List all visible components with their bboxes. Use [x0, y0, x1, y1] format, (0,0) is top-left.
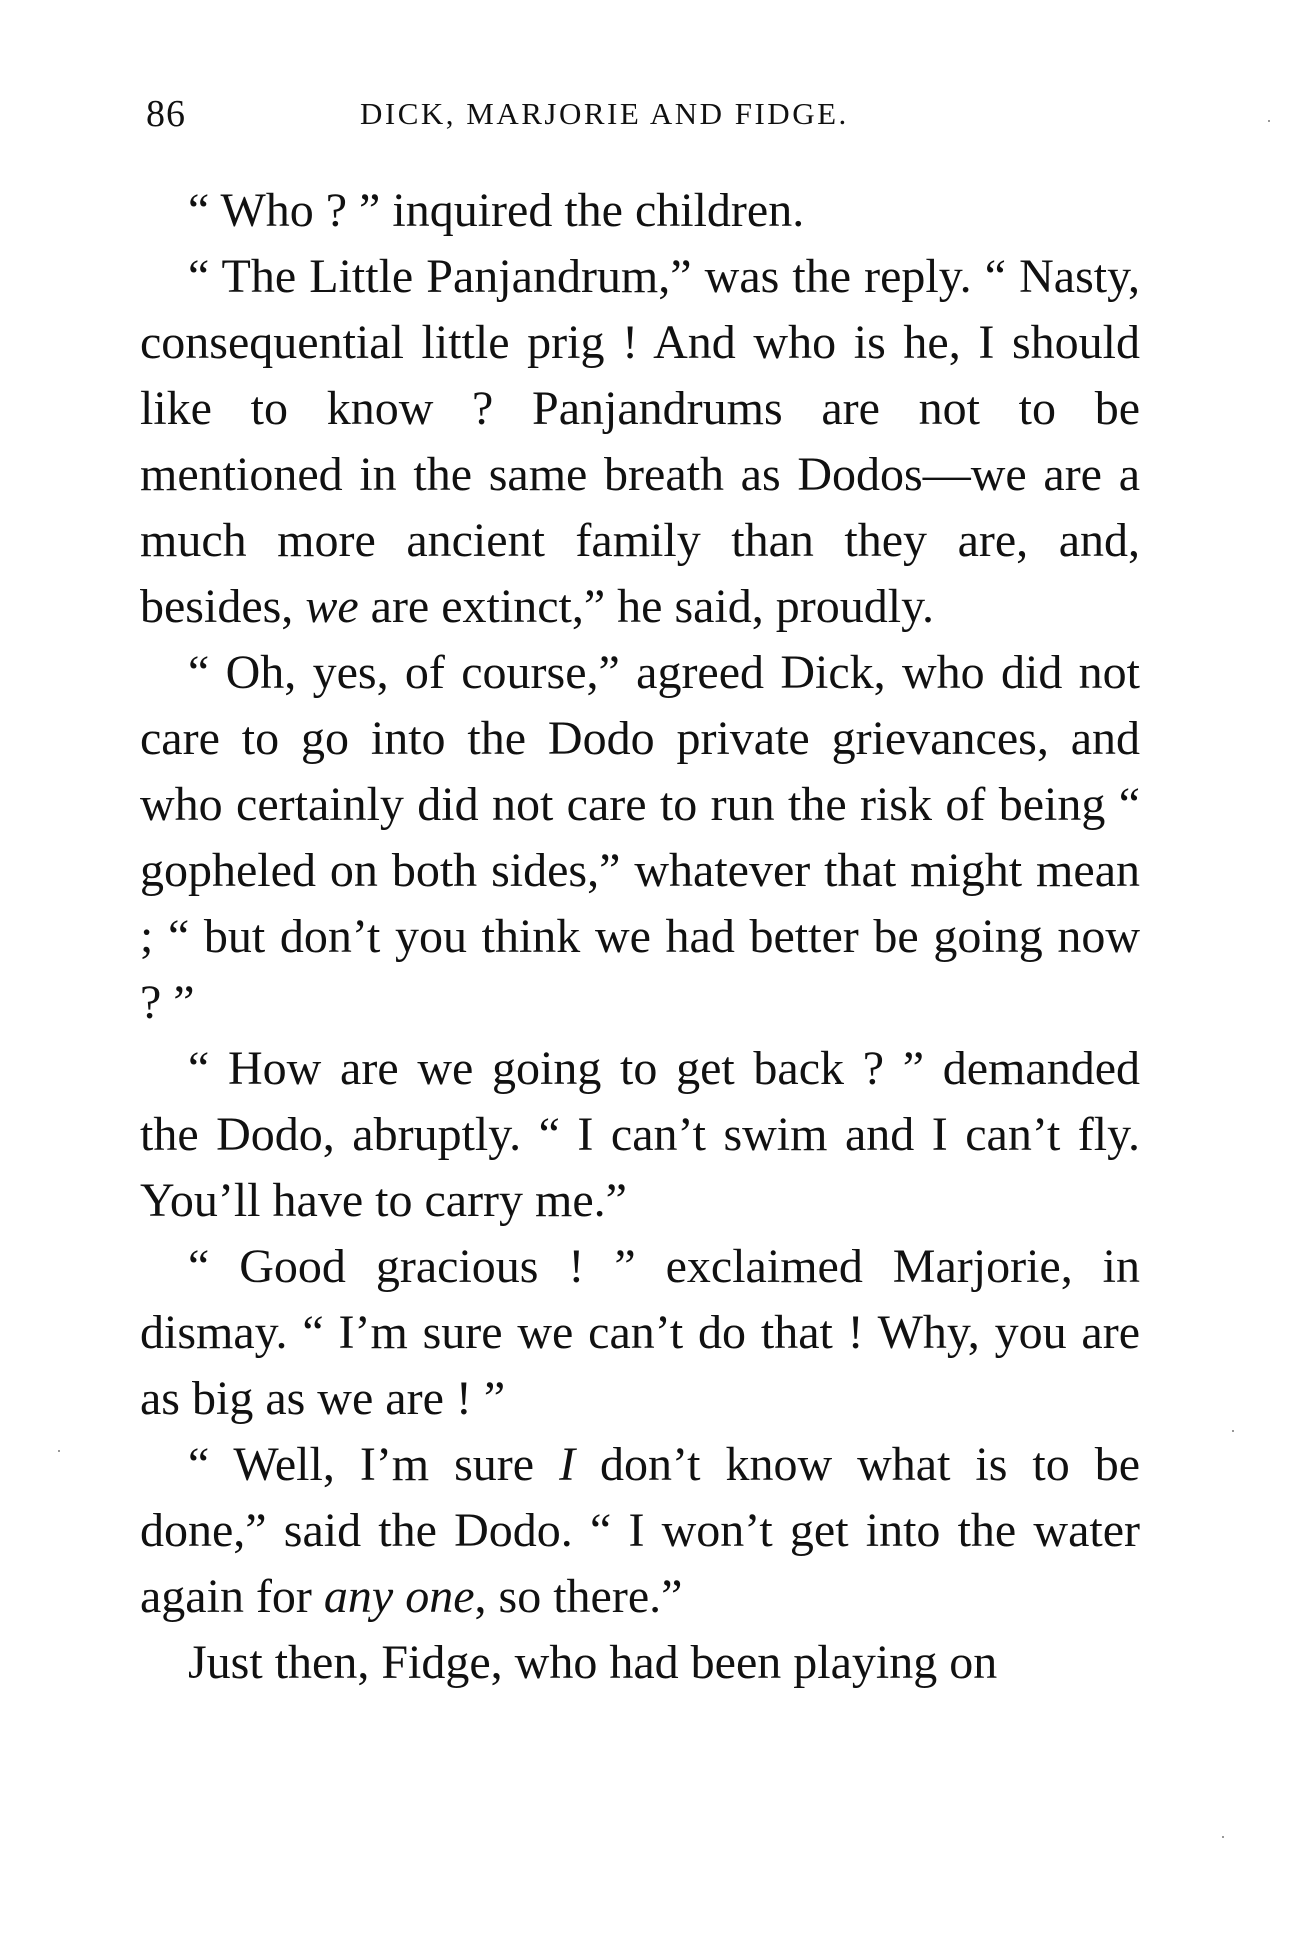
italic-segment: any one [323, 1570, 475, 1623]
text-segment: are extinct,” he said, proudly. [358, 580, 934, 633]
text-segment: “ Oh, yes, of course,” agreed Dick, who did not care to go into the Dodo private grievances, and who certainly did not care to run the risk of being “ gopheled on both sides,” whatever that might mean ; “ but don’t you think we had better be going now ? ” [140, 646, 1140, 1029]
paper-speck [1222, 1836, 1224, 1838]
paper-speck [1232, 1430, 1234, 1432]
paper-speck [58, 1450, 60, 1452]
paragraph [140, 1432, 1140, 1630]
paragraph [140, 1234, 1140, 1432]
paragraph [140, 244, 1140, 640]
paragraph [140, 178, 1140, 244]
running-head [140, 92, 1140, 142]
text-segment: Just then, Fidge, who had been playing on [188, 1636, 998, 1689]
text-segment: “ Good gracious ! ” exclaimed Marjorie, in dismay. “ I’m sure we can’t do that ! Why, you are as big as we are ! ” [140, 1240, 1140, 1425]
paper-speck [1268, 120, 1270, 122]
text-segment: “ The Little Panjandrum,” was the reply. “ Nasty, consequential little prig ! And who is he, I should like to know ? Panjandrums are not to be mentioned in the same breath as Dodos—we are a much more ancient family than they are, and, besides, [140, 250, 1140, 633]
italic-segment: we [305, 580, 359, 633]
text-segment: “ Well, I’m sure [188, 1438, 560, 1491]
page-number: 86 [146, 93, 186, 135]
text-segment: “ Who ? ” inquired the children. [188, 184, 805, 237]
running-title: DICK, MARJORIE AND FIDGE. [360, 96, 849, 131]
text-segment: “ How are we going to get back ? ” demanded the Dodo, abruptly. “ I can’t swim and I can’t fly. You’ll have to carry me.” [140, 1042, 1140, 1227]
text-segment: , so there.” [474, 1570, 683, 1623]
paragraph [140, 640, 1140, 1036]
paragraph [140, 1630, 1140, 1696]
italic-segment: I [559, 1438, 576, 1491]
body-text [140, 178, 1140, 1696]
paragraph [140, 1036, 1140, 1234]
text-segment: don’t know what is to be done,” said the Dodo. “ I won’t get into the water again for [140, 1438, 1140, 1623]
